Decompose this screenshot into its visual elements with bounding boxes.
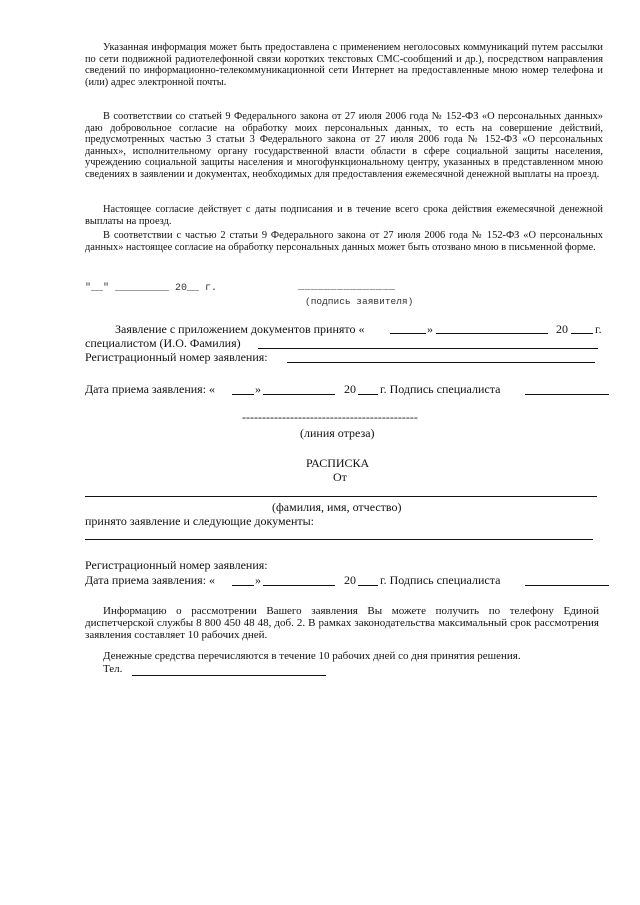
specialist-label: специалистом (И.О. Фамилия) bbox=[85, 336, 241, 350]
signature-caption: (подпись заявителя) bbox=[305, 296, 414, 307]
cut-line: -------------------------------------------- bbox=[242, 410, 418, 424]
reg-number-label: Регистрационный номер заявления: bbox=[85, 350, 268, 364]
receipt-from-label: От bbox=[333, 470, 347, 484]
specialist-signature-field[interactable] bbox=[525, 394, 609, 395]
signature-date-line: "__" _________ 20__ г. bbox=[85, 283, 218, 294]
acceptance-quote-close: » bbox=[427, 322, 433, 336]
receipt-documents-field[interactable] bbox=[85, 539, 593, 540]
reg-number-field[interactable] bbox=[287, 362, 595, 363]
receipt-date-day-field[interactable] bbox=[232, 585, 254, 586]
acceptance-prefix: Заявление с приложением документов принято « bbox=[115, 322, 365, 336]
tel-label: Тел. bbox=[103, 663, 123, 675]
date-received-day-field[interactable] bbox=[232, 394, 254, 395]
date-received-quote-close: » bbox=[255, 382, 261, 396]
acceptance-year-field[interactable] bbox=[571, 333, 593, 334]
receipt-specialist-signature-field[interactable] bbox=[525, 585, 609, 586]
specialist-field[interactable] bbox=[258, 348, 598, 349]
cut-line-label: (линия отреза) bbox=[300, 426, 375, 440]
info-paragraph: Информацию о рассмотрении Вашего заявления Вы можете получить по телефону Единой диспетчерской службы 8 800 450 48 48, доб. 2. В рамках законодательства максимальный срок рассмотрения заявления составляет 10 рабочих дней. bbox=[85, 605, 599, 642]
acceptance-day-field[interactable] bbox=[390, 333, 426, 334]
receipt-date-quote-close: » bbox=[255, 573, 261, 587]
date-received-label: Дата приема заявления: « bbox=[85, 382, 216, 396]
date-received-year-field[interactable] bbox=[358, 394, 378, 395]
receipt-date-year-prefix: 20 bbox=[344, 573, 356, 587]
acceptance-year-prefix: 20 bbox=[556, 322, 568, 336]
receipt-reg-number-label: Регистрационный номер заявления: bbox=[85, 558, 268, 572]
signature-line: _______________ bbox=[298, 282, 396, 293]
consent-paragraph-1: Указанная информация может быть предоставлена с применением неголосовых коммуникаций путем рассылки по сети подвижной радиотелефонной связи коротких текстовых СМС-сообщений и др.), посредством направления сведений по информационно-телекоммуникационной сети Интернет на предоставленные мною номер телефона и (или) адрес электронной почты. bbox=[85, 42, 603, 88]
date-received-sign-label: г. Подпись специалиста bbox=[380, 382, 501, 396]
date-received-year-prefix: 20 bbox=[344, 382, 356, 396]
receipt-title: РАСПИСКА bbox=[306, 456, 370, 470]
acceptance-year-suffix: г. bbox=[595, 322, 602, 336]
date-received-month-field[interactable] bbox=[263, 394, 335, 395]
tel-field[interactable] bbox=[132, 675, 326, 676]
receipt-date-year-field[interactable] bbox=[358, 585, 378, 586]
consent-paragraph-4: В соответствии с частью 2 статьи 9 Федерального закона от 27 июля 2006 года № 152-ФЗ «О персональных данных» настоящее согласие на обработку персональных данных может быть отозвано мною в письменной форме. bbox=[85, 230, 603, 253]
info-payment-note: Денежные средства перечисляются в течение 10 рабочих дней со дня принятия решения. bbox=[103, 650, 521, 662]
acceptance-month-field[interactable] bbox=[436, 333, 548, 334]
consent-paragraph-2: В соответствии со статьей 9 Федерального закона от 27 июля 2006 года № 152-ФЗ «О персональных данных» даю добровольное согласие на обработку моих персональных данных, то есть на совершение действий, предусмотренных частью 3 статьи 3 Федерального закона от 27 июля 2006 года № 152-ФЗ «О персональных данных», исполнительному органу государственной власти области в сфере социальной защиты населения, учреждению социальной защиты населения и многофункциональному центру, указанных в представленном мною сведениях в заявлении и документах, необходимых для предоставления ежемесячной денежной выплаты на проезд. bbox=[85, 111, 603, 180]
receipt-fio-field[interactable] bbox=[85, 496, 597, 497]
receipt-sign-label: г. Подпись специалиста bbox=[380, 573, 501, 587]
receipt-date-month-field[interactable] bbox=[263, 585, 335, 586]
receipt-fio-caption: (фамилия, имя, отчество) bbox=[272, 500, 402, 514]
receipt-accepted-label: принято заявление и следующие документы: bbox=[85, 514, 315, 528]
receipt-date-label: Дата приема заявления: « bbox=[85, 573, 216, 587]
consent-paragraph-3: Настоящее согласие действует с даты подписания и в течение всего срока действия ежемесячной денежной выплаты на проезд. bbox=[85, 204, 603, 227]
